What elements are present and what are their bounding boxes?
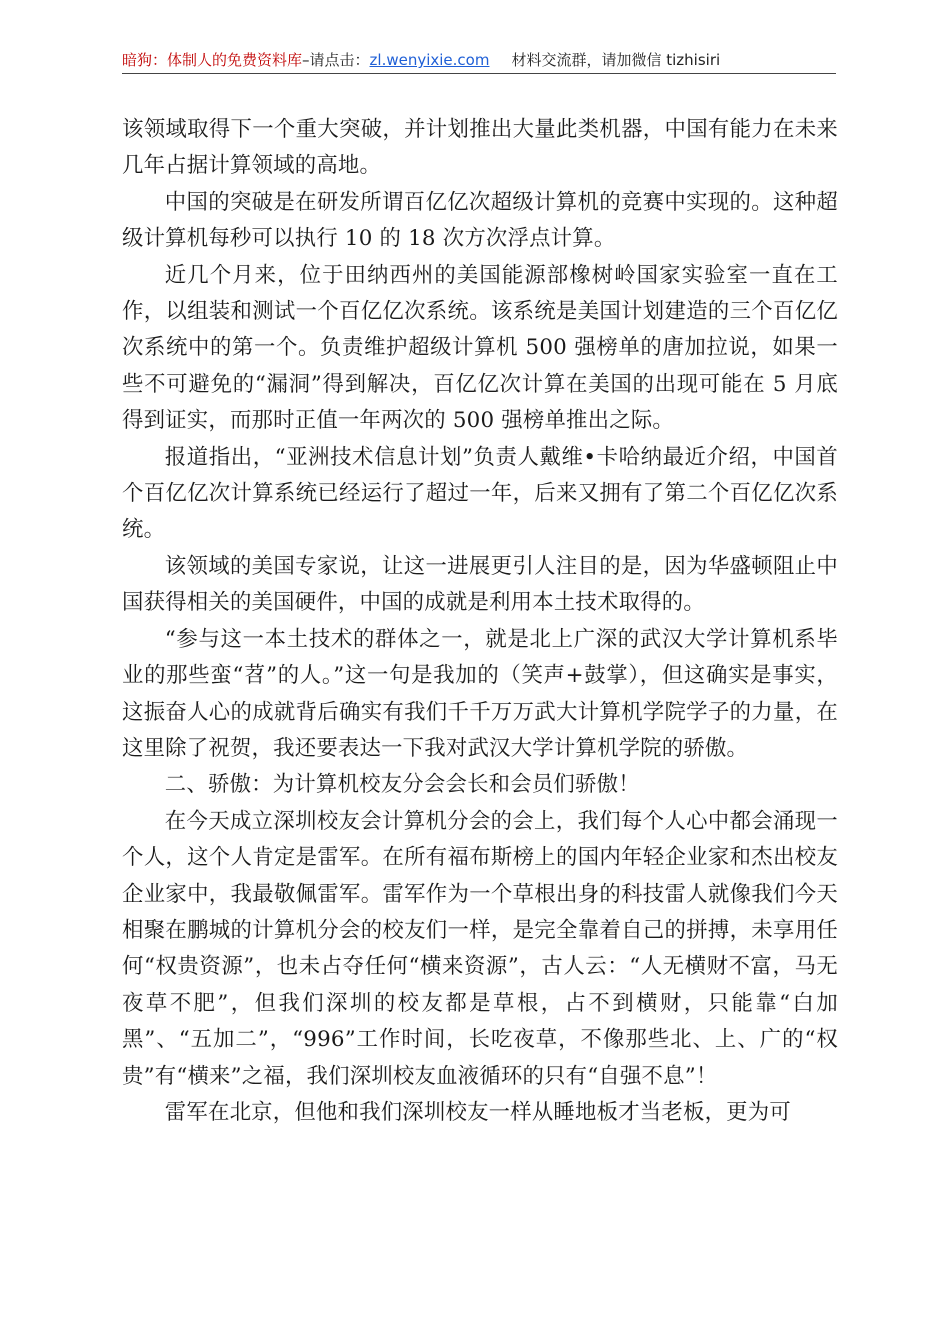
header-link[interactable]: zl.wenyixie.com	[369, 51, 490, 69]
paragraph: 该领域取得下一个重大突破，并计划推出大量此类机器，中国有能力在未来几年占据计算领域的高地。	[122, 117, 838, 179]
paragraph: “参与这一本土技术的群体之一，就是北上广深的武汉大学计算机系毕业的那些蛮“苕”的人。”这一句是我加的（笑声+鼓掌），但这确实是事实，这振奋人心的成就背后确实有我们千千万万武大计算机学院学子的力量，在这里除了祝贺，我还要表达一下我对武汉大学计算机学院的骄傲。	[122, 626, 838, 761]
header-rule	[122, 73, 836, 74]
section-heading: 二、骄傲：为计算机校友分会会长和会员们骄傲！	[164, 772, 640, 798]
header-group-info: 材料交流群，请加微信 tizhisiri	[511, 51, 721, 69]
page-header	[122, 48, 836, 72]
paragraph: 雷军在北京，但他和我们深圳校友一样从睡地板才当老板，更为可	[164, 1099, 791, 1125]
paragraph: 在今天成立深圳校友会计算机分会的会上，我们每个人心中都会涌现一个人，这个人肯定是雷军。在所有福布斯榜上的国内年轻企业家和杰出校友企业家中，我最敬佩雷军。雷军作为一个草根出身的科技雷人就像我们今天相聚在鹏城的计算机分会的校友们一样，是完全靠着自己的拼搏，未享用任何“权贵资源”，也未占夺任何“横来资源”，古人云：“人无横财不富，马无夜草不肥”，但我们深圳的校友都是草根，占不到横财，只能靠“白加黑”、“五加二”，“996”工作时间，长吃夜草，不像那些北、上、广的“权贵”有“横来”之福，我们深圳校友血液循环的只有“自强不息”！	[122, 808, 838, 1089]
paragraph: 近几个月来，位于田纳西州的美国能源部橡树岭国家实验室一直在工作，以组装和测试一个百亿亿次系统。该系统是美国计划建造的三个百亿亿次系统中的第一个。负责维护超级计算机 500 强榜单的唐加拉说，如果一些不可避免的“漏洞”得到解决，百亿亿次计算在美国的出现可能在 5 月底得到证实，而那时正值一年两次的 500 强榜单推出之际。	[122, 262, 838, 434]
paragraph: 该领域的美国专家说，让这一进展更引人注目的是，因为华盛顿阻止中国获得相关的美国硬件，中国的成就是利用本土技术取得的。	[122, 553, 838, 616]
paragraph: 中国的突破是在研发所谓百亿亿次超级计算机的竞赛中实现的。这种超级计算机每秒可以执行 10 的 18 次方次浮点计算。	[122, 189, 838, 252]
header-brand: 暗狗：体制人的免费资料库	[122, 51, 303, 69]
paragraph: 报道指出，“亚洲技术信息计划”负责人戴维•卡哈纳最近介绍，中国首个百亿亿次计算系统已经运行了超过一年，后来又拥有了第二个百亿亿次系统。	[122, 444, 838, 543]
header-prompt: –请点击：	[302, 51, 370, 69]
document-body	[122, 112, 838, 1131]
